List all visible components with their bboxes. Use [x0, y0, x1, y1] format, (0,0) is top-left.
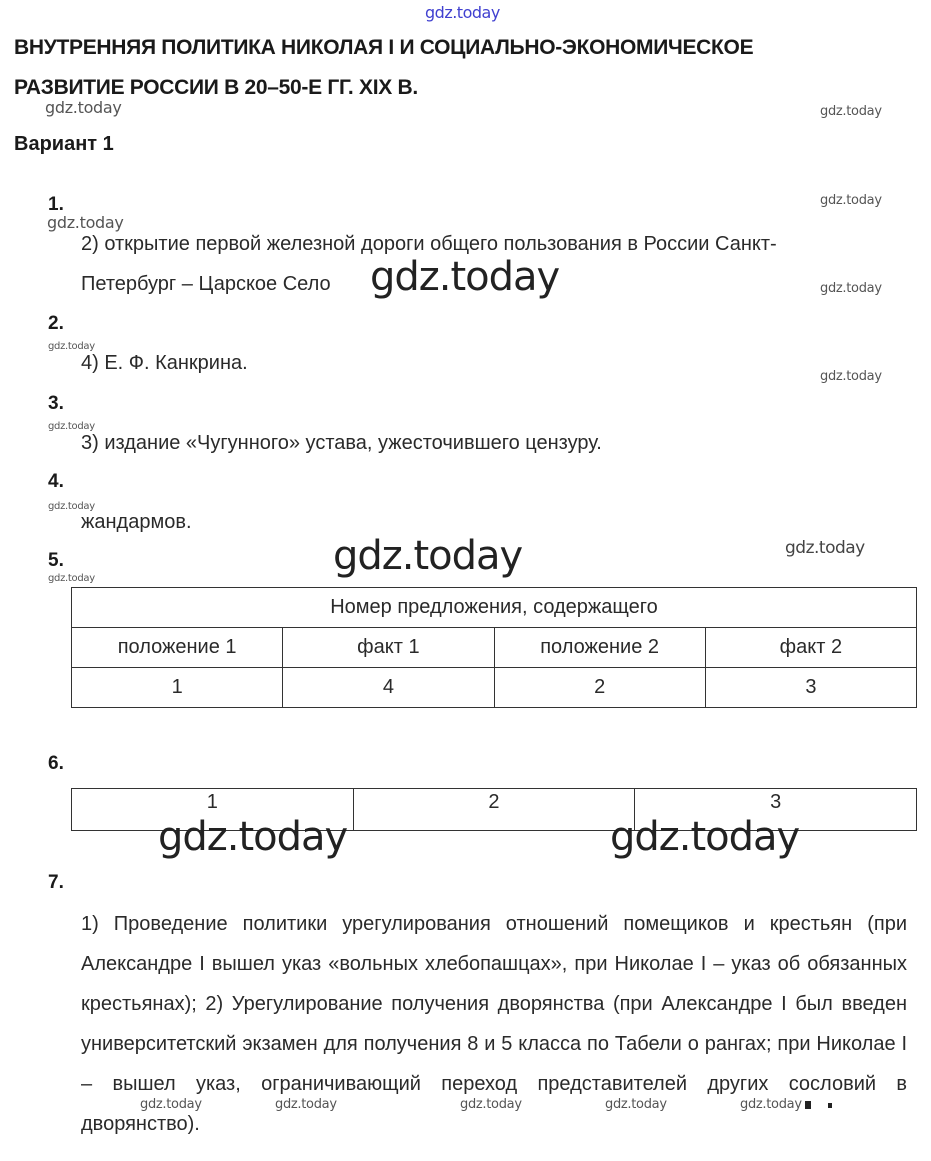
watermark: gdz.today: [820, 369, 882, 384]
watermark: gdz.today: [48, 341, 95, 352]
watermark: gdz.today: [425, 3, 500, 22]
watermark: gdz.today: [785, 538, 865, 558]
marker-square-icon: [828, 1103, 832, 1108]
answer-4: жандармов.: [81, 511, 192, 533]
column-header: положение 1: [72, 628, 283, 668]
watermark: gdz.today: [740, 1097, 802, 1112]
question-number-3: 3.: [48, 393, 64, 414]
question-number-6: 6.: [48, 753, 64, 774]
table-cell: 1: [72, 789, 354, 831]
page-title-line-1: ВНУТРЕННЯЯ ПОЛИТИКА НИКОЛАЯ I И СОЦИАЛЬНО-ЭКОНОМИЧЕСКОЕ: [14, 36, 754, 59]
answer-2: 4) Е. Ф. Канкрина.: [81, 352, 248, 374]
question-number-7: 7.: [48, 872, 64, 893]
table-cell: 1: [72, 668, 283, 708]
answer-3: 3) издание «Чугунного» устава, ужесточившего цензуру.: [81, 432, 602, 454]
question-number-1: 1.: [48, 194, 64, 215]
watermark: gdz.today: [610, 814, 800, 860]
watermark: gdz.today: [158, 814, 348, 860]
watermark: gdz.today: [333, 533, 523, 579]
watermark: gdz.today: [140, 1097, 202, 1112]
watermark: gdz.today: [460, 1097, 522, 1112]
watermark: gdz.today: [820, 281, 882, 296]
table-cell: 3: [705, 668, 916, 708]
watermark: gdz.today: [820, 104, 882, 119]
answer-1-line-2: Петербург – Царское Село: [81, 273, 331, 295]
column-header: факт 2: [705, 628, 916, 668]
watermark: gdz.today: [275, 1097, 337, 1112]
watermark: gdz.today: [47, 213, 124, 232]
variant-heading: Вариант 1: [14, 133, 114, 155]
question-number-5: 5.: [48, 550, 64, 571]
column-header: факт 1: [283, 628, 494, 668]
answer-1-line-1: 2) открытие первой железной дороги общего пользования в России Санкт-: [81, 233, 777, 255]
watermark: gdz.today: [48, 501, 95, 512]
watermark: gdz.today: [605, 1097, 667, 1112]
watermark: gdz.today: [820, 193, 882, 208]
table-cell: 2: [494, 668, 705, 708]
marker-square-icon: [805, 1101, 811, 1109]
table-cell: 2: [353, 789, 635, 831]
question-number-2: 2.: [48, 313, 64, 334]
column-header: положение 2: [494, 628, 705, 668]
table-cell: 3: [635, 789, 917, 831]
table-header: Номер предложения, содержащего: [72, 588, 917, 628]
watermark: gdz.today: [45, 98, 122, 117]
answer-5-table: [71, 587, 917, 708]
watermark: gdz.today: [48, 421, 95, 432]
question-number-4: 4.: [48, 471, 64, 492]
answer-7: 1) Проведение политики урегулирования отношений помещиков и крестьян (при Александре I вышел указ «вольных хлебопашцах», при Николае I – указ об обязанных крестьянах); 2) Урегулирование получения дворянства (при Александре I был введен университетский экзамен для получения 8 и 5 класса по Табели о рангах; при Николае I – вышел указ, ограничивающий переход представителей других сословий в дворянство).: [81, 913, 907, 1135]
watermark: gdz.today: [48, 573, 95, 584]
page-title-line-2: РАЗВИТИЕ РОССИИ В 20–50-Е ГГ. XIX В.: [14, 76, 418, 99]
watermark: gdz.today: [370, 254, 560, 300]
table-cell: 4: [283, 668, 494, 708]
